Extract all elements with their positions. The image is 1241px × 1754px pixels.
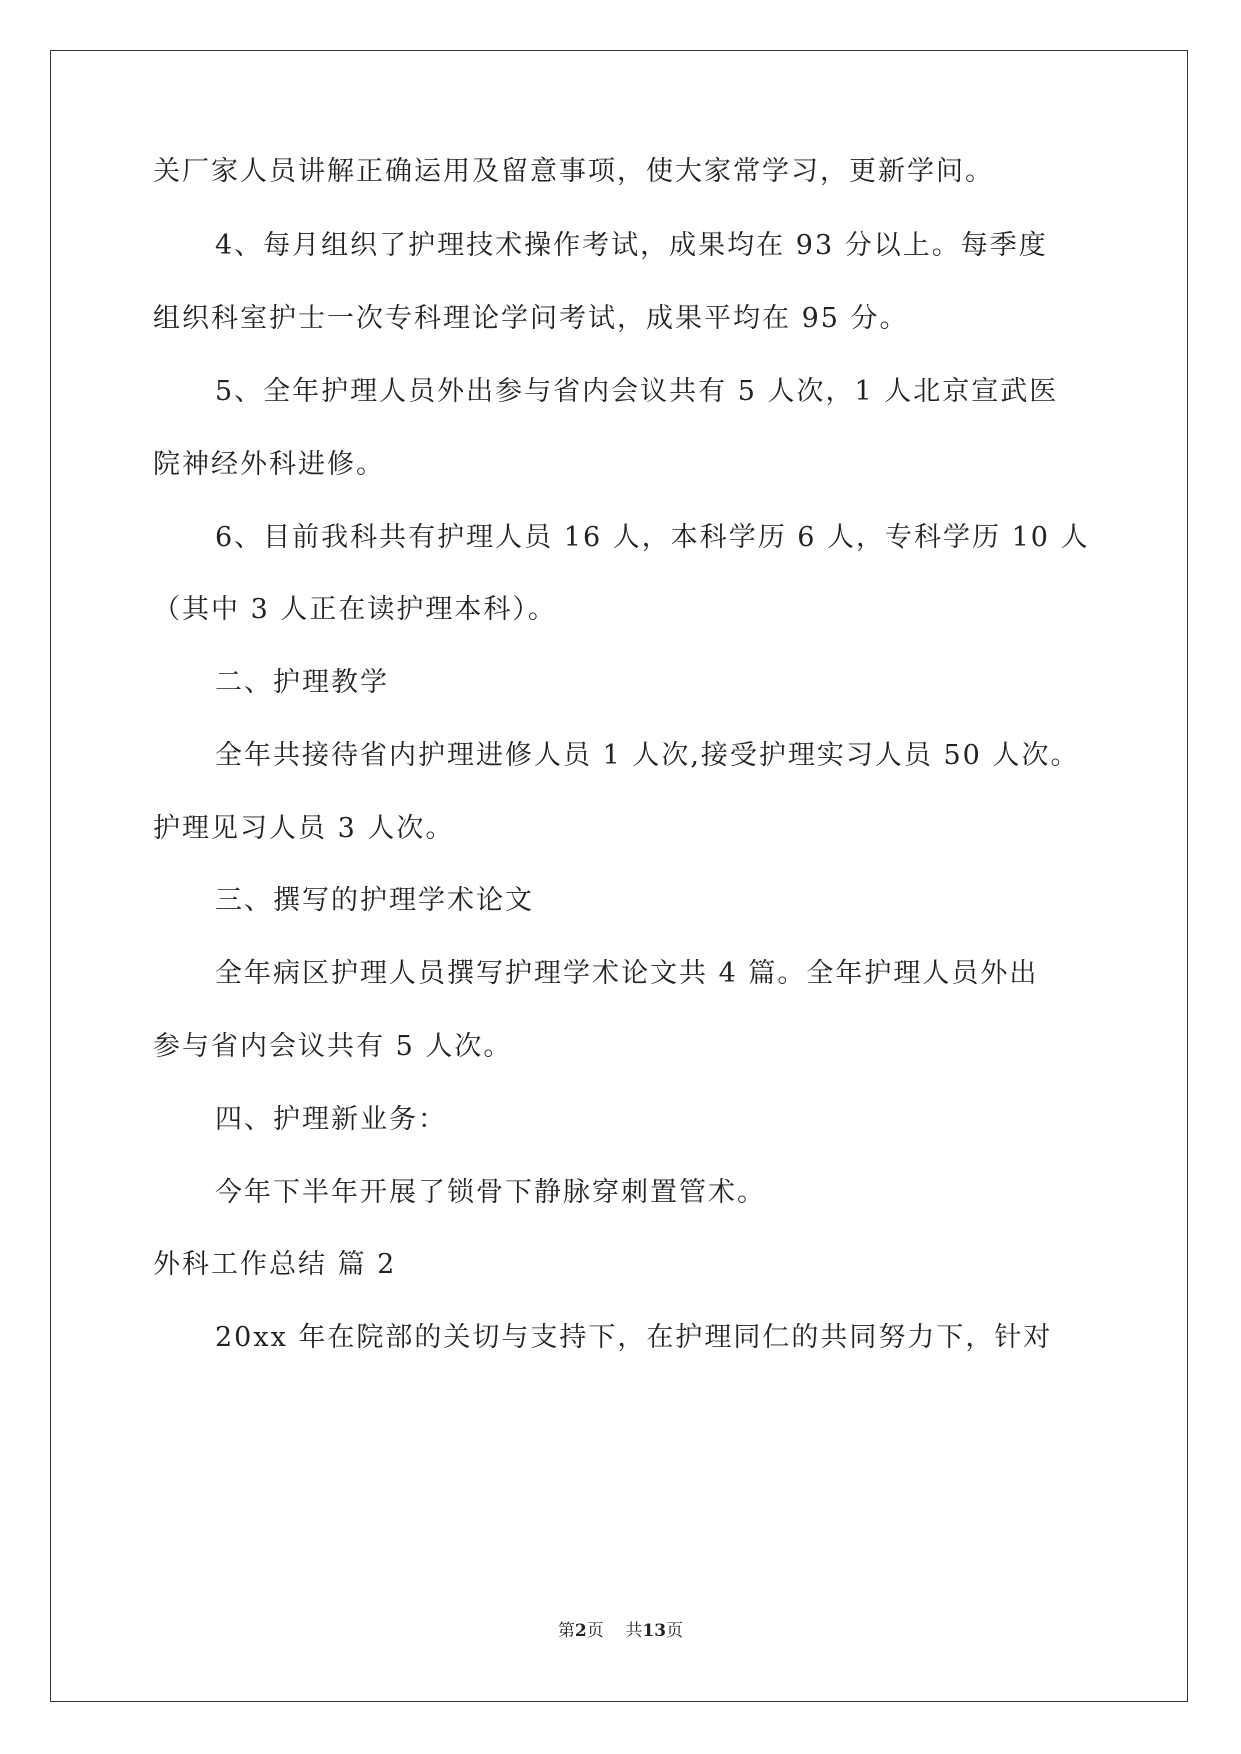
paragraph-line: 20xx 年在院部的关切与支持下，在护理同仁的共同努力下，针对 (215, 1322, 1053, 1353)
article-title: 外科工作总结 篇 2 (153, 1249, 397, 1280)
footer-total-prefix: 共 (625, 1621, 643, 1641)
footer-page-suffix: 页 (586, 1621, 604, 1641)
paragraph-line: 参与省内会议共有 5 人次。 (153, 1031, 513, 1062)
section-heading: 四、护理新业务： (215, 1104, 447, 1135)
footer-current-page: 2 (574, 1621, 587, 1641)
footer-total-suffix: 页 (666, 1621, 684, 1641)
page-footer (0, 1620, 1241, 1642)
paragraph-line: 护理见习人员 3 人次。 (153, 813, 455, 844)
page-border (50, 50, 1188, 1702)
footer-total-pages: 13 (642, 1621, 667, 1641)
paragraph-line: 5、全年护理人员外出参与省内会议共有 5 人次，1 人北京宣武医 (215, 376, 1059, 407)
paragraph-line: 全年病区护理人员撰写护理学术论文共 4 篇。全年护理人员外出 (215, 958, 1039, 989)
paragraph-line: 院神经外科进修。 (153, 449, 385, 480)
section-heading: 二、护理教学 (215, 667, 389, 698)
paragraph-line: 6、目前我科共有护理人员 16 人，本科学历 6 人，专科学历 10 人 (215, 522, 1090, 553)
paragraph-line: （其中 3 人正在读护理本科）。 (153, 594, 557, 625)
paragraph-line: 全年共接待省内护理进修人员 1 人次,接受护理实习人员 50 人次。 (215, 740, 1080, 771)
paragraph-line: 关厂家人员讲解正确运用及留意事项，使大家常学习，更新学问。 (153, 156, 994, 187)
paragraph-line: 今年下半年开展了锁骨下静脉穿刺置管术。 (215, 1177, 766, 1208)
paragraph-line: 组织科室护士一次专科理论学问考试，成果平均在 95 分。 (153, 303, 909, 334)
footer-page-prefix: 第 (557, 1621, 575, 1641)
section-heading: 三、撰写的护理学术论文 (215, 885, 534, 916)
paragraph-line: 4、每月组织了护理技术操作考试，成果均在 93 分以上。每季度 (215, 230, 1048, 261)
